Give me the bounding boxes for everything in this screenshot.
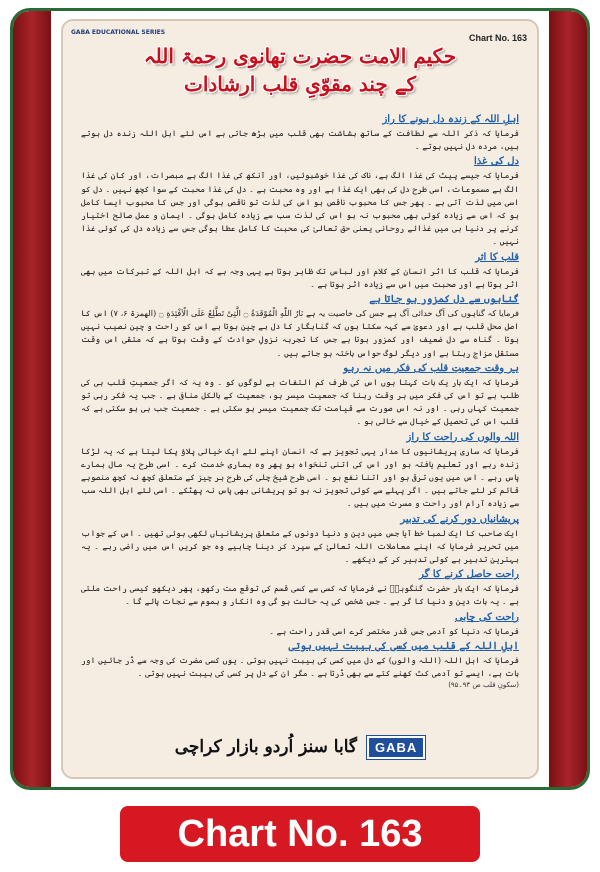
saying-text: فرمایا کہ جیسے پیٹ کی غذا الگ ہے، ناک کی غذا خوشبوئیں، اور آنکھ کی غذا الگ ہے مبصرات، اور کان کی غذا الگ ہے مسموعات، اسی طرح دل کی بھی ایک غذا ہے اور وہ محبت ہے ۔ دل کی غذا محبت کے سوا کچھ نہیں ۔ دل کو اسی میں لذت آتی ہے ۔ پھر جس کا محبوب ناقص ہو اس کی لذت تو ناقص ہوگی اور جس کا محبوب ایسا کامل ہو کہ اس سے زیادہ کوئی بھی محبوب نہ ہو اس کی لذت سب سے زیادہ کامل ہوگی ۔ ایمان و عمل صالح اختیار کرنے پر دنیا ہی میں غذائے روحانی یعنی حق تعالیٰ کی محبت کا کامل عطا ہوگی جس سے زیادہ دل کی کوئی غذا نہیں ۔	[81, 170, 519, 247]
saying-item	[81, 640, 519, 689]
saying-heading: پریشانیاں دور کرنے کی تدبیر	[400, 513, 519, 525]
saying-item	[81, 251, 519, 291]
saying-item	[81, 611, 519, 638]
saying-heading: راحت حاصل کرنے کا گر	[419, 569, 519, 581]
saying-item	[81, 513, 519, 567]
saying-item	[81, 113, 519, 153]
saying-heading: قلب کا اثر	[475, 251, 519, 263]
page-title-line-1: حکیم الامت حضرت تھانوی رحمۃ اللہ	[143, 44, 457, 68]
content-panel	[61, 19, 539, 779]
saying-text: فرمایا کہ قلب کا اثر انسان کے کلام اور لباس تک ظاہر ہوتا ہے یہی وجہ ہے کہ اہل اللہ کے تبرکات میں بھی اثر ہوتا ہے اور صحبت میں اس سے زیادہ اثر ہوتا ہے ۔	[81, 265, 519, 289]
saying-heading: راحت کی چابی	[454, 611, 519, 623]
saying-text: فرمایا کہ ذکر اللہ سے لطافت کے ساتھ بشاشت بھی قلب میں بڑھ جاتی ہے اس لئے اہل اللہ زندہ دل ہوتے ہیں، مردہ دل نہیں ہوتے ۔	[81, 128, 519, 152]
reference-citation: (سکونِ قلب ص ۹۳۔۹۵)	[448, 681, 519, 690]
saying-heading: اللہ والوں کی راحت کا راز	[406, 431, 519, 443]
publisher-footer	[63, 731, 537, 763]
chart-number-badge	[120, 806, 480, 862]
saying-text: فرمایا کہ اہل اللہ (اللہ والوں) کے دل میں کسی کی ہیبت نہیں ہوتی ۔ یوں کسی مضرت کی وجہ سے ڈر جائیں اور بات ہے، ایسے تو آدمی کٹ کھنے کتے سے بھی ڈرتا ہے ۔ مگر ان کے دل پر کسی کی ہیبت نہیں ہوتی ۔	[81, 654, 519, 679]
publisher-name: GABA EDUCATIONAL SERIES	[71, 29, 166, 36]
saying-heading: اہلِ اللہ کے قلب میں کسی کی ہیبت نہیں ہوتی	[288, 640, 519, 652]
saying-heading: دل کی غذا	[473, 156, 519, 168]
gaba-logo: GABA	[367, 736, 425, 759]
saying-heading: اہلِ اللہ کے زندہ دل ہونے کا راز	[382, 114, 519, 125]
publisher-logo	[71, 29, 165, 36]
chart-card	[10, 8, 590, 790]
left-red-band	[13, 11, 51, 787]
saying-text: فرمایا کہ ایک بار یک بات کہتا ہوں اس کی طرف کم التفات ہے لوگوں کو ۔ وہ یہ کہ اگر جمعیتِ قلب ہی کی طلب ہے تو اس کی فکر میں ہر وقت رہنا کہ جمعیت میسر ہو، جمعیت کے بالکل منافی ہے ۔ جب یہ فکر رہی تو جمعیت کہاں رہی ۔ اور نہ اس صورت سے قیامت تک جمعیت میسر ہو سکتی ہے ۔ جمعیت جب ہی ہو سکتی ہے کہ قلب اس کی تحصیل کے خیال سے خالی ہو ۔	[81, 376, 519, 427]
saying-text: فرمایا کہ ایک بار حضرت گنگوہیؒ نے فرمایا کہ کسی سے کسی قسم کی توقع مت رکھو، پھر دیکھو کیسی راحت ملتی ہے ۔ یہ بات دین و دنیا کا گر ہے ۔ جس شخص کی یہ حالت ہو گی وہ انکار و ہموم سے نجات پائے گا ۔	[81, 583, 519, 607]
saying-item	[81, 293, 519, 360]
chart-number-small: Chart No. 163	[468, 33, 527, 43]
saying-item	[81, 431, 519, 511]
saying-text: فرمایا کہ دنیا کو آدمی جس قدر مختصر کرے اسی قدر راحت ہے ۔	[269, 625, 519, 636]
publisher-address: گابا سنز اُردو بازار کراچی	[174, 737, 357, 757]
saying-text: فرمایا کہ ساری پریشانیوں کا مدار یہی تجویز ہے کہ انسان اپنے لئے ایک خیالی پلاؤ پکا لیتا ہے کہ یہ لڑکا زندہ رہے اور تعلیم یافتہ ہو اور اس کی اتنی تنخواہ ہو پھر وہ ہماری خدمت کرے ۔ اسی طرح یہ مال ہمارے پاس رہے ۔ اس میں یوں ترقی ہو اور اتنا نفع ہو ۔ اسی طرح شیخ چلی کی طرح ہر چیز کے متعلق کچھ نہ کچھ منصوبے قائم کر لئے جاتے ہیں ۔ اگر پہلے سے کوئی تجویز نہ ہو تو پریشانی بھی پاس نہ پھٹکے ۔ اسی لئے اہل اللہ سب سے زیادہ آرام اور راحت و مسرت میں ہیں ۔	[81, 445, 519, 509]
chart-number-label: Chart No. 163	[177, 812, 423, 855]
saying-heading: گناہوں سے دل کمزور ہو جاتا ہے	[369, 294, 519, 306]
sayings-list	[81, 113, 519, 691]
saying-text: ایک صاحب کا ایک لمبا خط آیا جس میں دین و دنیا دونوں کے متعلق پریشانیاں لکھی ہوئی تھیں ۔ اس کے جواب میں تحریر فرمایا کہ اپنے معاملات اللہ تعالیٰ کے سپرد کر دینا چاہیے وہ جو کریں اس میں راضی رہے ۔ یہ بہترین تدبیر ہے کوئی تدبیر کر کے دیکھے ۔	[81, 527, 519, 565]
saying-item	[81, 155, 519, 248]
page-title-line-2: کے چند مقوّیِ قلب ارشادات	[184, 72, 416, 96]
saying-item	[81, 568, 519, 608]
saying-heading: ہر وقت جمعیتِ قلب کی فکر میں نہ رہو	[343, 362, 519, 374]
saying-item	[81, 362, 519, 429]
right-red-band	[549, 11, 587, 787]
saying-text: فرمایا کہ گناہوں کی آگ خدائی آگ ہے جس کی خاصیت یہ ہے نَارُ اللّٰهِ الْمُوْقَدَةُ ۝ الَّتِیْ تَطَّلِعُ عَلَی الْاَفْئِدَةِ ۝ (الھمزۃ ۶، ۷) اس کا اصل محل قلب ہے اور دعویٰ سے کہہ سکتا ہوں کہ گناہگار کا دل بے چین ہوتا ہے اس کو راحت و چین نصیب نہیں ہوتا ۔ گناہ سے دل ضعیف اور کمزور ہوتا ہے جس کا تجربہ نزولِ حوادث کے وقت ہوتا ہے کہ متقی اس وقت مستقل مزاج رہتا ہے اور دیگر لوگ حواس باختہ ہو جاتے ہیں ۔	[81, 308, 519, 358]
